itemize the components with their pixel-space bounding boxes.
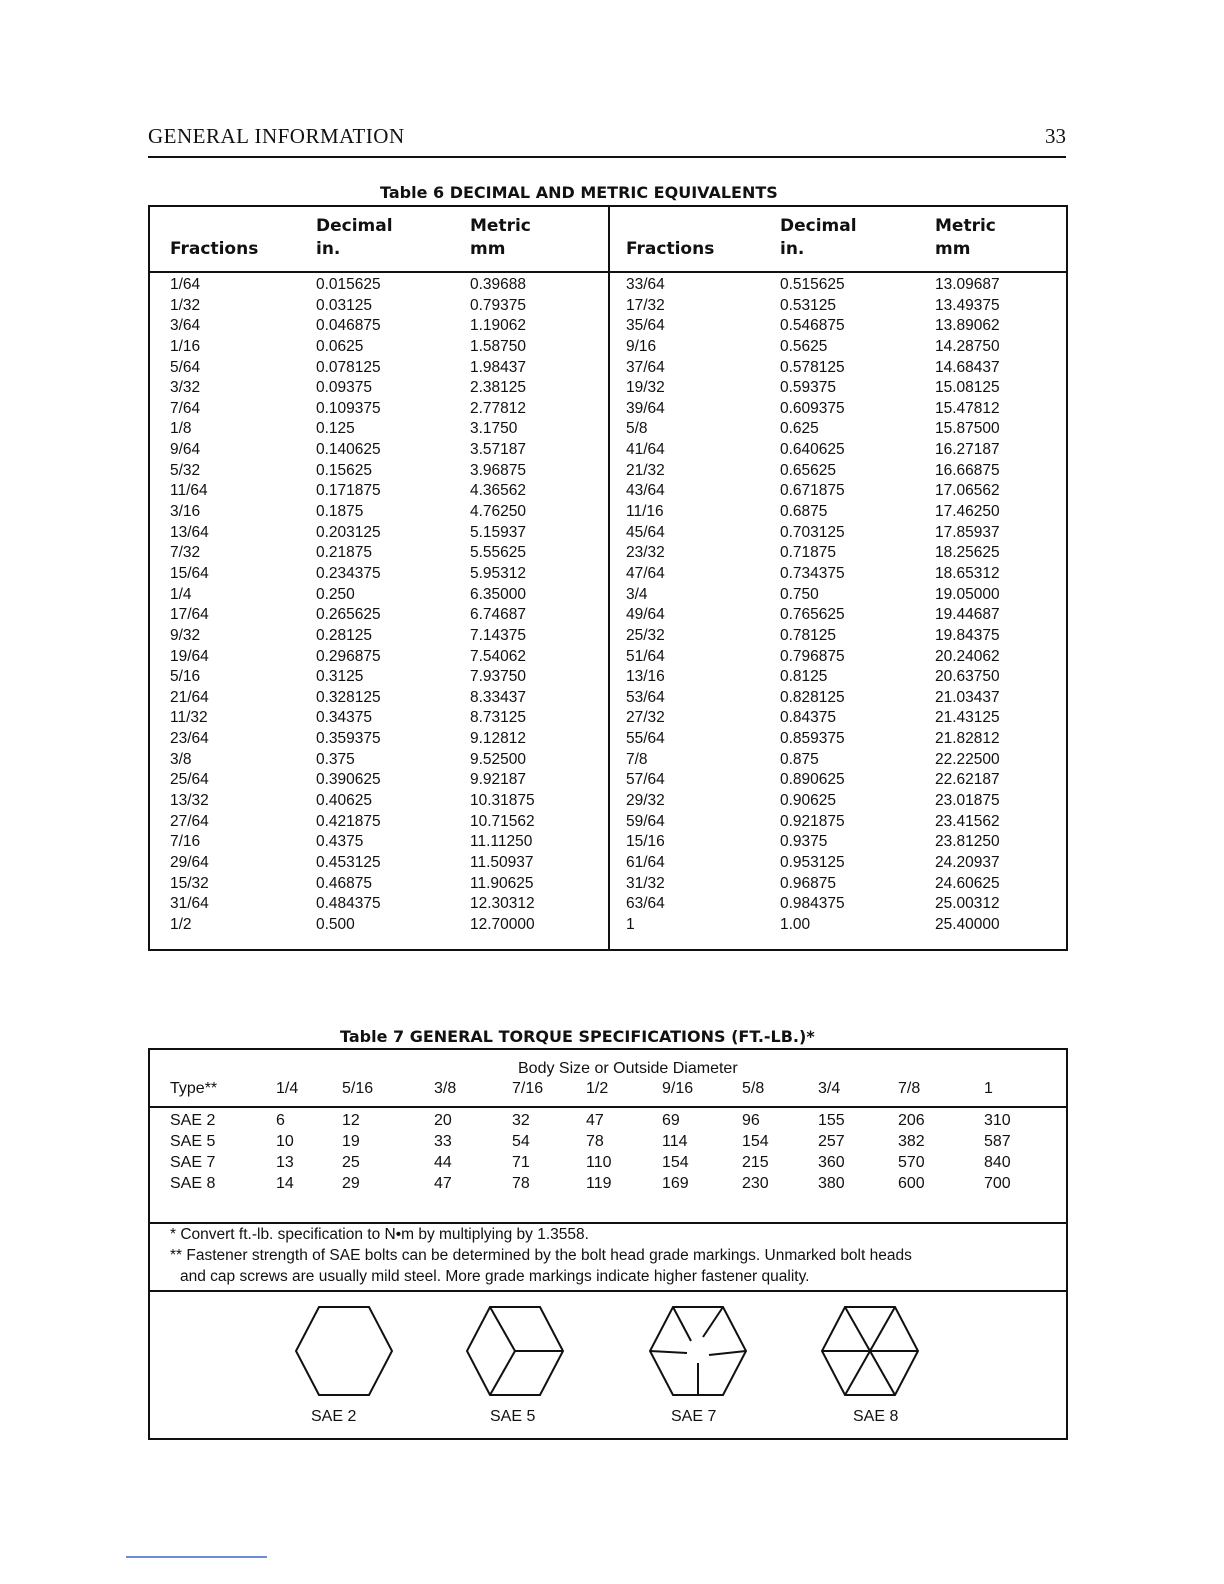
- table-cell: 49/64: [626, 606, 665, 624]
- table-cell: 13/64: [170, 523, 209, 541]
- table-cell: 15/64: [170, 564, 209, 582]
- col-header-decimal-unit-right: in.: [780, 239, 805, 259]
- table-cell: 19.05000: [935, 585, 1000, 603]
- torque-spec-table: [148, 1048, 1068, 1440]
- sae7-hex-icon: [647, 1303, 749, 1399]
- header-rule: [150, 1106, 1066, 1108]
- table-cell: 23.41562: [935, 812, 1000, 830]
- table-cell: 31/32: [626, 874, 665, 892]
- table-cell: 25/32: [626, 626, 665, 644]
- table-cell: 17.85937: [935, 523, 1000, 541]
- footer-link-underline[interactable]: [126, 1556, 267, 1558]
- table-cell: 43/64: [626, 482, 665, 500]
- sae2-label: SAE 2: [311, 1408, 357, 1425]
- table-cell: 21/64: [170, 688, 209, 706]
- size-header: 7/16: [512, 1080, 544, 1097]
- table-cell: 0.828125: [780, 688, 845, 706]
- sae2-hex-icon: [293, 1303, 395, 1399]
- table-cell: 0.28125: [316, 626, 373, 644]
- table-cell: 21.43125: [935, 709, 1000, 727]
- table-cell: 53/64: [626, 688, 665, 706]
- table-cell: 10.31875: [470, 792, 535, 810]
- table-cell: 0.59375: [780, 379, 837, 397]
- row-type: SAE 8: [170, 1175, 216, 1192]
- table-cell: 0.796875: [780, 647, 845, 665]
- torque-value: 119: [586, 1175, 612, 1192]
- table-cell: 11/64: [170, 482, 208, 500]
- torque-value: 257: [818, 1133, 845, 1150]
- table-divider: [608, 207, 610, 949]
- torque-value: 44: [434, 1154, 452, 1171]
- col-header-decimal-right: Decimal: [780, 216, 857, 236]
- table-cell: 7/8: [626, 750, 648, 768]
- table-cell: 23.01875: [935, 792, 1000, 810]
- table-cell: 0.750: [780, 585, 819, 603]
- table-cell: 0.390625: [316, 771, 381, 789]
- table-cell: 3/4: [626, 585, 648, 603]
- table-cell: 4.76250: [470, 503, 527, 521]
- decimal-metric-table: [148, 205, 1068, 951]
- table-cell: 20.24062: [935, 647, 1000, 665]
- table-cell: 0.84375: [780, 709, 837, 727]
- table-cell: 1.98437: [470, 358, 527, 376]
- table-cell: 0.46875: [316, 874, 373, 892]
- table-cell: 7.14375: [470, 626, 527, 644]
- table-cell: 3.57187: [470, 441, 527, 459]
- col-header-fractions-right: Fractions: [626, 239, 715, 259]
- row-type: SAE 2: [170, 1112, 216, 1129]
- table-cell: 0.3125: [316, 668, 364, 686]
- table-cell: 4.36562: [470, 482, 527, 500]
- table-cell: 31/64: [170, 895, 209, 913]
- table-cell: 25/64: [170, 771, 209, 789]
- torque-value: 154: [662, 1154, 689, 1171]
- table-cell: 22.62187: [935, 771, 1000, 789]
- torque-value: 78: [512, 1175, 530, 1192]
- size-header: 3/4: [818, 1080, 841, 1097]
- table-cell: 1/16: [170, 337, 201, 355]
- table-cell: 0.953125: [780, 853, 845, 871]
- table-cell: 13/16: [626, 668, 665, 686]
- table-cell: 7.93750: [470, 668, 527, 686]
- type-header: Type**: [170, 1080, 218, 1097]
- table-cell: 9/32: [170, 626, 201, 644]
- table-cell: 14.68437: [935, 358, 1000, 376]
- torque-value: 114: [662, 1133, 688, 1150]
- table-cell: 41/64: [626, 441, 665, 459]
- table-cell: 0.90625: [780, 792, 837, 810]
- table-cell: 19.44687: [935, 606, 1000, 624]
- table-cell: 0.53125: [780, 296, 837, 314]
- table-cell: 0.359375: [316, 730, 381, 748]
- table-cell: 17/64: [170, 606, 209, 624]
- table-cell: 1/8: [170, 420, 192, 438]
- size-header: 1: [984, 1080, 993, 1097]
- table-cell: 13.09687: [935, 276, 1000, 293]
- table-cell: 1.19062: [470, 317, 527, 335]
- table-cell: 1.58750: [470, 337, 527, 355]
- table-cell: 0.375: [316, 750, 355, 768]
- table-cell: 0.703125: [780, 523, 845, 541]
- torque-value: 33: [434, 1133, 452, 1150]
- table-cell: 63/64: [626, 895, 665, 913]
- table-cell: 5/8: [626, 420, 648, 438]
- table-cell: 15.08125: [935, 379, 1000, 397]
- group-header: Body Size or Outside Diameter: [518, 1060, 738, 1077]
- torque-value: 78: [586, 1133, 604, 1150]
- torque-value: 360: [818, 1154, 845, 1171]
- torque-value: 29: [342, 1175, 360, 1192]
- torque-value: 10: [276, 1133, 294, 1150]
- table-cell: 0.09375: [316, 379, 373, 397]
- table-cell: 5/64: [170, 358, 201, 376]
- table-cell: 21.82812: [935, 730, 1000, 748]
- markings-rule: [150, 1290, 1066, 1292]
- table-cell: 3/64: [170, 317, 201, 335]
- col-header-metric: Metric: [470, 216, 531, 236]
- table-cell: 3/32: [170, 379, 201, 397]
- col-header-fractions: Fractions: [170, 239, 259, 259]
- table-cell: 16.66875: [935, 461, 1000, 479]
- torque-value: 310: [984, 1112, 1011, 1129]
- table-cell: 0.125: [316, 420, 355, 438]
- sae7-label: SAE 7: [671, 1408, 717, 1425]
- row-type: SAE 7: [170, 1154, 216, 1171]
- sae5-label: SAE 5: [490, 1408, 536, 1425]
- table-cell: 0.21875: [316, 544, 373, 562]
- table-cell: 0.859375: [780, 730, 845, 748]
- table-cell: 27/32: [626, 709, 665, 727]
- table-cell: 0.9375: [780, 833, 828, 851]
- table-cell: 13/32: [170, 792, 209, 810]
- col-header-metric-unit: mm: [470, 239, 506, 259]
- table-cell: 17.06562: [935, 482, 1000, 500]
- table-cell: 0.453125: [316, 853, 381, 871]
- table-cell: 17.46250: [935, 503, 1000, 521]
- table-cell: 11/32: [170, 709, 208, 727]
- table-cell: 24.20937: [935, 853, 1000, 871]
- torque-value: 570: [898, 1154, 925, 1171]
- torque-value: 47: [586, 1112, 604, 1129]
- table-cell: 27/64: [170, 812, 209, 830]
- table-cell: 0.250: [316, 585, 355, 603]
- table-cell: 0.15625: [316, 461, 373, 479]
- table-cell: 10.71562: [470, 812, 535, 830]
- left-decimal-column: [316, 275, 381, 936]
- note-fastener-strength: ** Fastener strength of SAE bolts can be determined by the bolt head grade markings. Unmarked bolt heads: [170, 1247, 912, 1264]
- table-cell: 0.984375: [780, 895, 845, 913]
- torque-value: 215: [742, 1154, 769, 1171]
- table-cell: 0.578125: [780, 358, 845, 376]
- table-cell: 0.65625: [780, 461, 837, 479]
- table-cell: 16.27187: [935, 441, 1000, 459]
- table-cell: 0.203125: [316, 523, 381, 541]
- table-cell: 47/64: [626, 564, 665, 582]
- table-cell: 0.96875: [780, 874, 837, 892]
- table-cell: 20.63750: [935, 668, 1000, 686]
- table-cell: 19/64: [170, 647, 209, 665]
- table-cell: 61/64: [626, 853, 665, 871]
- table-cell: 18.25625: [935, 544, 1000, 562]
- table-cell: 23.81250: [935, 833, 1000, 851]
- left-fractions-column: [170, 275, 209, 936]
- table-cell: 33/64: [626, 276, 665, 293]
- table-cell: 37/64: [626, 358, 665, 376]
- table-cell: 0.015625: [316, 276, 381, 293]
- size-header: 5/16: [342, 1080, 374, 1097]
- table-cell: 29/32: [626, 792, 665, 810]
- torque-value: 69: [662, 1112, 680, 1129]
- table7-caption: Table 7 GENERAL TORQUE SPECIFICATIONS (FT.-LB.)*: [340, 1027, 815, 1046]
- table-cell: 15/32: [170, 874, 209, 892]
- table-cell: 57/64: [626, 771, 665, 789]
- table-cell: 29/64: [170, 853, 209, 871]
- table-cell: 0.234375: [316, 564, 381, 582]
- table-cell: 7/16: [170, 833, 201, 851]
- table-cell: 5/32: [170, 461, 201, 479]
- size-header: 7/8: [898, 1080, 921, 1097]
- table-cell: 3.1750: [470, 420, 518, 438]
- table-cell: 35/64: [626, 317, 665, 335]
- table-cell: 8.73125: [470, 709, 527, 727]
- table-cell: 19.84375: [935, 626, 1000, 644]
- table-cell: 1: [626, 915, 635, 933]
- torque-value: 382: [898, 1133, 925, 1150]
- torque-value: 32: [512, 1112, 530, 1129]
- torque-value: 96: [742, 1112, 760, 1129]
- table6-caption: Table 6 DECIMAL AND METRIC EQUIVALENTS: [380, 183, 778, 202]
- size-header: 3/8: [434, 1080, 457, 1097]
- table-cell: 9/64: [170, 441, 201, 459]
- table-cell: 12.70000: [470, 915, 535, 933]
- table-cell: 7/64: [170, 399, 201, 417]
- torque-value: 206: [898, 1112, 925, 1129]
- table-cell: 0.734375: [780, 564, 845, 582]
- table-cell: 0.03125: [316, 296, 373, 314]
- table-cell: 9.12812: [470, 730, 527, 748]
- table-cell: 0.546875: [780, 317, 845, 335]
- table-cell: 0.500: [316, 915, 355, 933]
- table-cell: 0.34375: [316, 709, 373, 727]
- table-cell: 12.30312: [470, 895, 535, 913]
- size-header: 5/8: [742, 1080, 765, 1097]
- section-title: GENERAL INFORMATION: [148, 124, 405, 148]
- table-cell: 25.00312: [935, 895, 1000, 913]
- size-header: 1/4: [276, 1080, 299, 1097]
- table-cell: 51/64: [626, 647, 665, 665]
- header-rule: [150, 271, 1066, 273]
- table-cell: 0.625: [780, 420, 819, 438]
- table-cell: 0.109375: [316, 399, 381, 417]
- col-header-metric-right: Metric: [935, 216, 996, 236]
- page-number: 33: [1045, 124, 1066, 148]
- table-cell: 15/16: [626, 833, 665, 851]
- table-cell: 14.28750: [935, 337, 1000, 355]
- table-cell: 8.33437: [470, 688, 527, 706]
- table-cell: 0.515625: [780, 276, 845, 293]
- table-cell: 11.50937: [470, 853, 534, 871]
- torque-value: 230: [742, 1175, 769, 1192]
- table-cell: 59/64: [626, 812, 665, 830]
- table-cell: 13.89062: [935, 317, 1000, 335]
- torque-value: 13: [276, 1154, 294, 1171]
- right-fractions-column: [626, 275, 665, 936]
- notes-rule: [150, 1222, 1066, 1224]
- torque-value: 71: [512, 1154, 530, 1171]
- torque-value: 110: [586, 1154, 612, 1171]
- table-cell: 5.15937: [470, 523, 527, 541]
- table-cell: 7/32: [170, 544, 201, 562]
- table-cell: 0.078125: [316, 358, 381, 376]
- torque-value: 6: [276, 1112, 285, 1129]
- torque-value: 380: [818, 1175, 845, 1192]
- table-cell: 0.140625: [316, 441, 381, 459]
- table-cell: 23/64: [170, 730, 209, 748]
- table-cell: 0.6875: [780, 503, 828, 521]
- table-cell: 0.171875: [316, 482, 381, 500]
- table-cell: 0.640625: [780, 441, 845, 459]
- table-cell: 6.74687: [470, 606, 527, 624]
- table-cell: 0.328125: [316, 688, 381, 706]
- table-cell: 5.95312: [470, 564, 527, 582]
- note-grade-markings: and cap screws are usually mild steel. More grade markings indicate higher fastener quality.: [180, 1268, 810, 1285]
- table-cell: 0.875: [780, 750, 819, 768]
- row-type: SAE 5: [170, 1133, 216, 1150]
- table-cell: 6.35000: [470, 585, 527, 603]
- size-header: 9/16: [662, 1080, 694, 1097]
- sae8-hex-icon: [819, 1303, 921, 1399]
- table-cell: 0.046875: [316, 317, 381, 335]
- table-cell: 0.1875: [316, 503, 364, 521]
- table-cell: 5/16: [170, 668, 201, 686]
- table-cell: 0.79375: [470, 296, 527, 314]
- table-cell: 2.38125: [470, 379, 527, 397]
- table-cell: 3/8: [170, 750, 192, 768]
- table-cell: 2.77812: [470, 399, 527, 417]
- table-cell: 0.765625: [780, 606, 845, 624]
- table-cell: 55/64: [626, 730, 665, 748]
- table-cell: 22.22500: [935, 750, 1000, 768]
- table-cell: 11.90625: [470, 874, 534, 892]
- table-cell: 0.40625: [316, 792, 373, 810]
- torque-value: 47: [434, 1175, 452, 1192]
- torque-value: 154: [742, 1133, 769, 1150]
- table-cell: 1/4: [170, 585, 192, 603]
- torque-value: 155: [818, 1112, 845, 1129]
- note-conversion: * Convert ft.-lb. specification to N•m by multiplying by 1.3558.: [170, 1226, 589, 1243]
- table-cell: 24.60625: [935, 874, 1000, 892]
- torque-value: 12: [342, 1112, 360, 1129]
- table-cell: 0.71875: [780, 544, 837, 562]
- table-cell: 0.484375: [316, 895, 381, 913]
- col-header-decimal-unit: in.: [316, 239, 341, 259]
- table-cell: 0.890625: [780, 771, 845, 789]
- torque-value: 19: [342, 1133, 360, 1150]
- left-metric-column: [470, 275, 535, 936]
- torque-value: 700: [984, 1175, 1011, 1192]
- table-cell: 0.921875: [780, 812, 845, 830]
- torque-value: 600: [898, 1175, 925, 1192]
- table-cell: 17/32: [626, 296, 665, 314]
- table-cell: 13.49375: [935, 296, 1000, 314]
- sae8-label: SAE 8: [853, 1408, 899, 1425]
- table-cell: 0.5625: [780, 337, 828, 355]
- table-cell: 1.00: [780, 915, 811, 933]
- table-cell: 9.92187: [470, 771, 527, 789]
- table-cell: 0.296875: [316, 647, 381, 665]
- torque-value: 14: [276, 1175, 294, 1192]
- table-cell: 18.65312: [935, 564, 1000, 582]
- table-cell: 19/32: [626, 379, 665, 397]
- col-header-metric-unit-right: mm: [935, 239, 971, 259]
- table-cell: 0.4375: [316, 833, 364, 851]
- torque-value: 840: [984, 1154, 1011, 1171]
- table-cell: 5.55625: [470, 544, 527, 562]
- table-cell: 9/16: [626, 337, 657, 355]
- torque-value: 25: [342, 1154, 360, 1171]
- torque-value: 20: [434, 1112, 452, 1129]
- table-cell: 0.8125: [780, 668, 828, 686]
- table-cell: 0.0625: [316, 337, 364, 355]
- table-cell: 7.54062: [470, 647, 527, 665]
- table-cell: 0.265625: [316, 606, 381, 624]
- table-cell: 0.39688: [470, 276, 527, 293]
- page-header: [148, 122, 1066, 158]
- table-cell: 0.421875: [316, 812, 381, 830]
- right-decimal-column: [780, 275, 845, 936]
- table-cell: 11/16: [626, 503, 664, 521]
- size-header: 1/2: [586, 1080, 609, 1097]
- table-cell: 0.609375: [780, 399, 845, 417]
- table-cell: 3/16: [170, 503, 201, 521]
- torque-value: 587: [984, 1133, 1011, 1150]
- table-cell: 21/32: [626, 461, 665, 479]
- table-cell: 9.52500: [470, 750, 527, 768]
- table-cell: 11.11250: [470, 833, 533, 851]
- table-cell: 3.96875: [470, 461, 527, 479]
- table-cell: 21.03437: [935, 688, 1000, 706]
- table-cell: 1/32: [170, 296, 201, 314]
- table-cell: 15.47812: [935, 399, 1000, 417]
- table-cell: 15.87500: [935, 420, 1000, 438]
- table-cell: 1/64: [170, 276, 201, 293]
- table-cell: 25.40000: [935, 915, 1000, 933]
- col-header-decimal: Decimal: [316, 216, 393, 236]
- table-cell: 39/64: [626, 399, 665, 417]
- torque-value: 169: [662, 1175, 689, 1192]
- table-cell: 1/2: [170, 915, 192, 933]
- table-cell: 0.78125: [780, 626, 837, 644]
- sae5-hex-icon: [464, 1303, 566, 1399]
- table-cell: 45/64: [626, 523, 665, 541]
- right-metric-column: [935, 275, 1000, 936]
- torque-value: 54: [512, 1133, 530, 1150]
- table-cell: 23/32: [626, 544, 665, 562]
- table-cell: 0.671875: [780, 482, 845, 500]
